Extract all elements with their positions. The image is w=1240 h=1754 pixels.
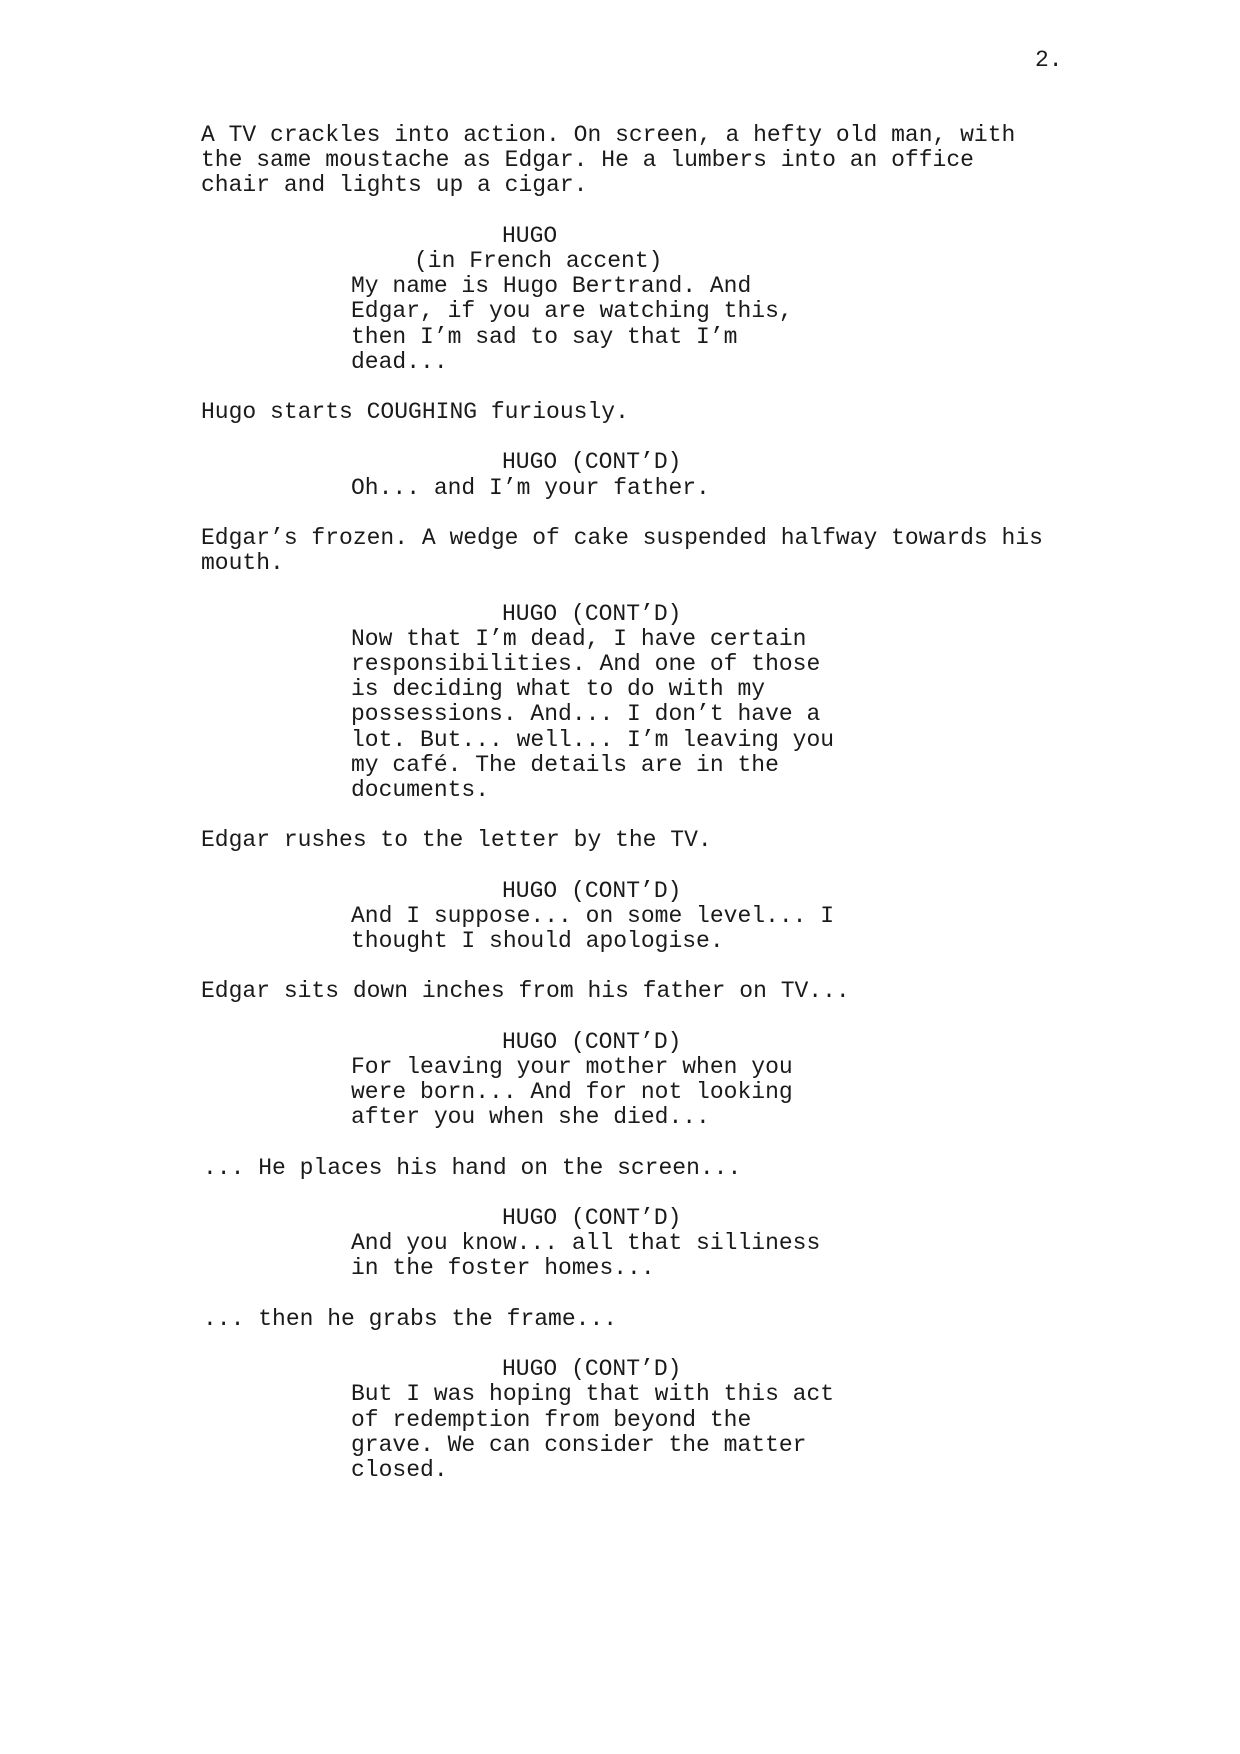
dialogue-line: my café. The details are in the [351, 751, 779, 778]
dialogue-line: after you when she died... [351, 1104, 710, 1131]
script-body [0, 123, 1240, 1483]
block-spacer [0, 576, 1240, 601]
action-line: Edgar rushes to the letter by the TV. [201, 827, 712, 854]
dialogue-block [0, 879, 1240, 955]
action-block [0, 1156, 1240, 1181]
character-name: HUGO (CONT’D) [502, 1028, 682, 1055]
action-block [0, 1307, 1240, 1332]
block-spacer [0, 1005, 1240, 1030]
dialogue-line: lot. But... well... I’m leaving you [351, 726, 835, 753]
action-line: Edgar sits down inches from his father on TV... [201, 978, 850, 1005]
parenthetical: (in French accent) [414, 247, 663, 274]
dialogue-line: possessions. And... I don’t have a [351, 701, 821, 728]
character-name: HUGO (CONT’D) [502, 449, 682, 476]
dialogue-line: then I’m sad to say that I’m [351, 323, 738, 350]
block-spacer [0, 199, 1240, 224]
action-line: A TV crackles into action. On screen, a hefty old man, with [201, 122, 1016, 148]
character-name: HUGO (CONT’D) [502, 1205, 682, 1232]
block-spacer [0, 1282, 1240, 1307]
block-spacer [0, 1332, 1240, 1357]
action-line: Hugo starts COUGHING furiously. [201, 399, 629, 426]
action-block [0, 123, 1240, 199]
dialogue-line: Oh... and I’m your father. [351, 474, 710, 501]
dialogue-line: dead... [351, 348, 448, 375]
dialogue-line: Now that I’m dead, I have certain [351, 625, 807, 652]
action-block [0, 979, 1240, 1004]
dialogue-line: responsibilities. And one of those [351, 650, 821, 677]
dialogue-block [0, 1206, 1240, 1282]
dialogue-line: in the foster homes... [351, 1255, 655, 1282]
dialogue-block [0, 450, 1240, 500]
dialogue-line: My name is Hugo Bertrand. And [351, 273, 752, 300]
action-line: ... He places his hand on the screen... [203, 1154, 742, 1181]
dialogue-line: And I suppose... on some level... I [351, 902, 835, 929]
character-name: HUGO (CONT’D) [502, 877, 682, 904]
block-spacer [0, 1181, 1240, 1206]
dialogue-block [0, 602, 1240, 804]
dialogue-line: grave. We can consider the matter [351, 1431, 807, 1458]
block-spacer [0, 853, 1240, 878]
action-line: ... then he grabs the frame... [203, 1305, 618, 1332]
block-spacer [0, 375, 1240, 400]
block-spacer [0, 954, 1240, 979]
character-name: HUGO [502, 222, 558, 249]
action-line: the same moustache as Edgar. He a lumbers into an office [201, 147, 974, 174]
dialogue-line: documents. [351, 776, 490, 803]
dialogue-line: closed. [351, 1456, 448, 1483]
dialogue-block [0, 1030, 1240, 1131]
action-line: mouth. [201, 550, 284, 577]
action-block [0, 828, 1240, 853]
page-number: 2. [1035, 47, 1063, 73]
action-line: chair and lights up a cigar. [201, 172, 588, 199]
dialogue-line: were born... And for not looking [351, 1079, 793, 1106]
character-name: HUGO (CONT’D) [502, 600, 682, 627]
action-block [0, 400, 1240, 425]
dialogue-line: And you know... all that silliness [351, 1230, 821, 1257]
action-block [0, 526, 1240, 576]
character-name: HUGO (CONT’D) [502, 1356, 682, 1383]
dialogue-block [0, 1357, 1240, 1483]
dialogue-block [0, 224, 1240, 375]
dialogue-line: thought I should apologise. [351, 928, 724, 954]
block-spacer [0, 501, 1240, 526]
action-line: Edgar’s frozen. A wedge of cake suspended halfway towards his [201, 525, 1043, 551]
dialogue-line: For leaving your mother when you [351, 1053, 793, 1080]
dialogue-line: of redemption from beyond the [351, 1406, 752, 1433]
dialogue-line: But I was hoping that with this act [351, 1381, 835, 1408]
block-spacer [0, 1131, 1240, 1156]
dialogue-line: Edgar, if you are watching this, [351, 298, 793, 325]
block-spacer [0, 803, 1240, 828]
dialogue-line: is deciding what to do with my [351, 676, 766, 703]
block-spacer [0, 425, 1240, 450]
